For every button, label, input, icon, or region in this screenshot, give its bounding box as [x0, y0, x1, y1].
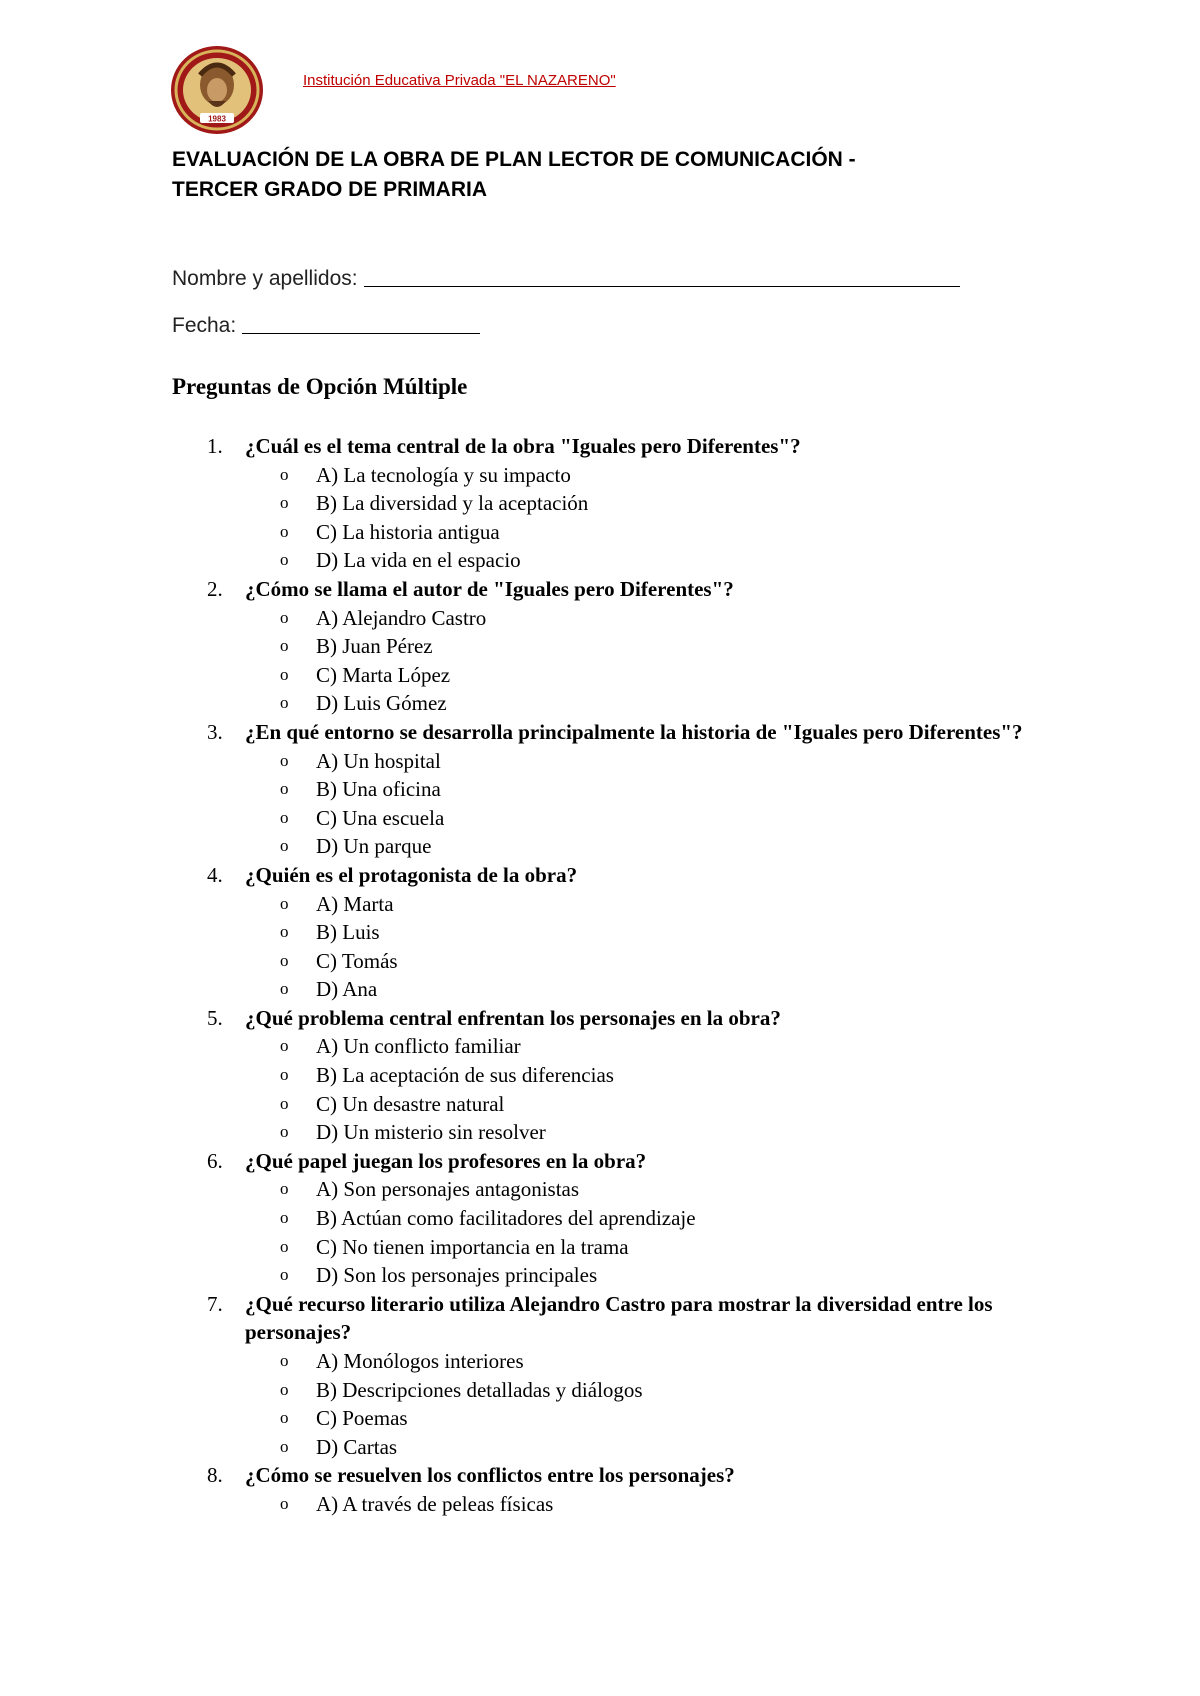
question-number: 2.	[207, 576, 223, 601]
question-text: ¿Qué papel juegan los profesores en la obra?	[245, 1148, 647, 1173]
title-line-1: EVALUACIÓN DE LA OBRA DE PLAN LECTOR DE COMUNICACIÓN -	[172, 148, 856, 171]
bullet-icon: o	[280, 979, 289, 999]
option-text: B) Descripciones detalladas y diálogos	[316, 1377, 643, 1402]
date-label: Fecha:	[172, 314, 237, 337]
question-text: ¿Cuál es el tema central de la obra "Iguales pero Diferentes"?	[245, 434, 801, 458]
bullet-icon: o	[280, 1493, 289, 1513]
bullet-icon: o	[280, 893, 289, 913]
bullet-icon: o	[280, 1408, 289, 1428]
answer-option[interactable]	[172, 604, 1052, 633]
answer-option[interactable]	[172, 1175, 1052, 1204]
question-text: ¿Qué problema central enfrentan los personajes en la obra?	[245, 1005, 781, 1030]
bullet-icon: o	[280, 636, 289, 656]
option-text: D) Son los personajes principales	[316, 1263, 598, 1288]
question-7	[172, 1290, 1052, 1347]
answer-option[interactable]	[172, 689, 1052, 718]
answer-option[interactable]	[172, 1490, 1052, 1519]
option-text: D) Un parque	[316, 834, 432, 859]
question-list	[172, 432, 1052, 1519]
option-text: C) No tienen importancia en la trama	[316, 1234, 629, 1259]
bullet-icon: o	[280, 1036, 289, 1056]
answer-option[interactable]	[172, 775, 1052, 804]
name-blank-line[interactable]	[364, 268, 960, 287]
question-3	[172, 718, 1052, 747]
option-text: C) Marta López	[316, 662, 451, 687]
date-field	[172, 314, 480, 338]
option-text: B) Luis	[316, 920, 380, 945]
bullet-icon: o	[280, 836, 289, 856]
question-text: ¿Cómo se resuelven los conflictos entre los personajes?	[245, 1463, 735, 1488]
answer-option[interactable]	[172, 1404, 1052, 1433]
bullet-icon: o	[280, 1065, 289, 1085]
option-text: A) Alejandro Castro	[316, 605, 487, 630]
section-title: Preguntas de Opción Múltiple	[172, 374, 468, 399]
bullet-icon: o	[280, 1208, 289, 1228]
answer-option[interactable]	[172, 1233, 1052, 1262]
option-text: A) Son personajes antagonistas	[316, 1177, 580, 1202]
answer-option[interactable]	[172, 1090, 1052, 1119]
bullet-icon: o	[280, 521, 289, 541]
bullet-icon: o	[280, 607, 289, 627]
answer-option[interactable]	[172, 1347, 1052, 1376]
option-list	[172, 461, 1052, 575]
question-1	[172, 432, 1052, 461]
option-text: D) Ana	[316, 977, 378, 1002]
bullet-icon: o	[280, 1351, 289, 1370]
option-text: B) Juan Pérez	[316, 634, 433, 659]
name-field	[172, 267, 960, 291]
answer-option[interactable]	[172, 1061, 1052, 1090]
bullet-icon: o	[280, 1093, 289, 1113]
bullet-icon: o	[280, 1236, 289, 1256]
option-list	[172, 890, 1052, 1004]
answer-option[interactable]	[172, 1261, 1052, 1290]
institution-name: Institución Educativa Privada "EL NAZARENO"	[303, 72, 616, 89]
option-list	[172, 1347, 1052, 1461]
bullet-icon: o	[280, 693, 289, 713]
question-8	[172, 1461, 1052, 1490]
bullet-icon: o	[280, 1436, 289, 1456]
svg-text:1983: 1983	[208, 114, 226, 124]
bullet-icon: o	[280, 664, 289, 684]
answer-option[interactable]	[172, 804, 1052, 833]
option-list	[172, 604, 1052, 718]
answer-option[interactable]	[172, 546, 1052, 575]
option-text: B) Una oficina	[316, 777, 441, 802]
option-text: B) La diversidad y la aceptación	[316, 491, 589, 516]
answer-option[interactable]	[172, 518, 1052, 547]
option-text: A) La tecnología y su impacto	[316, 462, 571, 487]
question-number: 4.	[207, 862, 223, 887]
answer-option[interactable]	[172, 632, 1052, 661]
question-6	[172, 1147, 1052, 1176]
date-blank-line[interactable]	[242, 315, 480, 334]
bullet-icon: o	[280, 750, 289, 770]
answer-option[interactable]	[172, 1204, 1052, 1233]
answer-option[interactable]	[172, 661, 1052, 690]
bullet-icon: o	[280, 1179, 289, 1199]
bullet-icon: o	[280, 464, 289, 484]
question-text: ¿En qué entorno se desarrolla principalmente la historia de "Iguales pero Diferentes"?	[245, 719, 1023, 744]
answer-option[interactable]	[172, 461, 1052, 490]
option-text: B) Actúan como facilitadores del aprendizaje	[316, 1206, 696, 1231]
answer-option[interactable]	[172, 918, 1052, 947]
question-number: 3.	[207, 719, 223, 744]
option-text: D) Luis Gómez	[316, 691, 447, 716]
answer-option[interactable]	[172, 890, 1052, 919]
option-text: A) Monólogos interiores	[316, 1349, 524, 1373]
name-label: Nombre y apellidos:	[172, 267, 358, 290]
school-logo-seal	[170, 45, 264, 135]
answer-option[interactable]	[172, 832, 1052, 861]
question-number: 5.	[207, 1005, 223, 1030]
option-text: C) La historia antigua	[316, 519, 500, 544]
question-number: 1.	[207, 434, 223, 458]
bullet-icon: o	[280, 550, 289, 570]
question-5	[172, 1004, 1052, 1033]
answer-option[interactable]	[172, 1032, 1052, 1061]
bullet-icon: o	[280, 1122, 289, 1142]
bullet-icon: o	[280, 493, 289, 513]
answer-option[interactable]	[172, 975, 1052, 1004]
answer-option[interactable]	[172, 747, 1052, 776]
option-text: A) Un conflicto familiar	[316, 1034, 521, 1059]
question-text: ¿Qué recurso literario utiliza Alejandro Castro para mostrar la diversidad entre los personajes?	[245, 1291, 993, 1345]
question-text: ¿Cómo se llama el autor de "Iguales pero Diferentes"?	[245, 576, 734, 601]
question-number: 6.	[207, 1148, 223, 1173]
option-text: D) Cartas	[316, 1434, 398, 1459]
bullet-icon: o	[280, 1265, 289, 1285]
answer-option[interactable]	[172, 1376, 1052, 1405]
option-list	[172, 1490, 1052, 1519]
question-text: ¿Quién es el protagonista de la obra?	[245, 862, 578, 887]
answer-option[interactable]	[172, 489, 1052, 518]
option-list	[172, 1032, 1052, 1146]
option-text: C) Un desastre natural	[316, 1091, 505, 1116]
option-text: A) Marta	[316, 891, 394, 916]
option-text: D) La vida en el espacio	[316, 548, 521, 573]
question-number: 8.	[207, 1463, 223, 1488]
bullet-icon: o	[280, 922, 289, 942]
answer-option[interactable]	[172, 1433, 1052, 1462]
question-2	[172, 575, 1052, 604]
option-text: A) A través de peleas físicas	[316, 1491, 554, 1516]
bullet-icon: o	[280, 779, 289, 799]
answer-option[interactable]	[172, 1118, 1052, 1147]
question-4	[172, 861, 1052, 890]
document-title	[172, 145, 1032, 205]
option-text: A) Un hospital	[316, 748, 441, 773]
question-number: 7.	[207, 1291, 223, 1316]
option-text: C) Poemas	[316, 1406, 408, 1431]
option-list	[172, 1175, 1052, 1289]
option-list	[172, 747, 1052, 861]
option-text: B) La aceptación de sus diferencias	[316, 1063, 614, 1088]
option-text: C) Una escuela	[316, 805, 445, 830]
bullet-icon: o	[280, 1379, 289, 1399]
bullet-icon: o	[280, 807, 289, 827]
title-line-2: TERCER GRADO DE PRIMARIA	[172, 178, 488, 201]
bullet-icon: o	[280, 950, 289, 970]
answer-option[interactable]	[172, 947, 1052, 976]
option-text: C) Tomás	[316, 948, 398, 973]
option-text: D) Un misterio sin resolver	[316, 1120, 546, 1145]
